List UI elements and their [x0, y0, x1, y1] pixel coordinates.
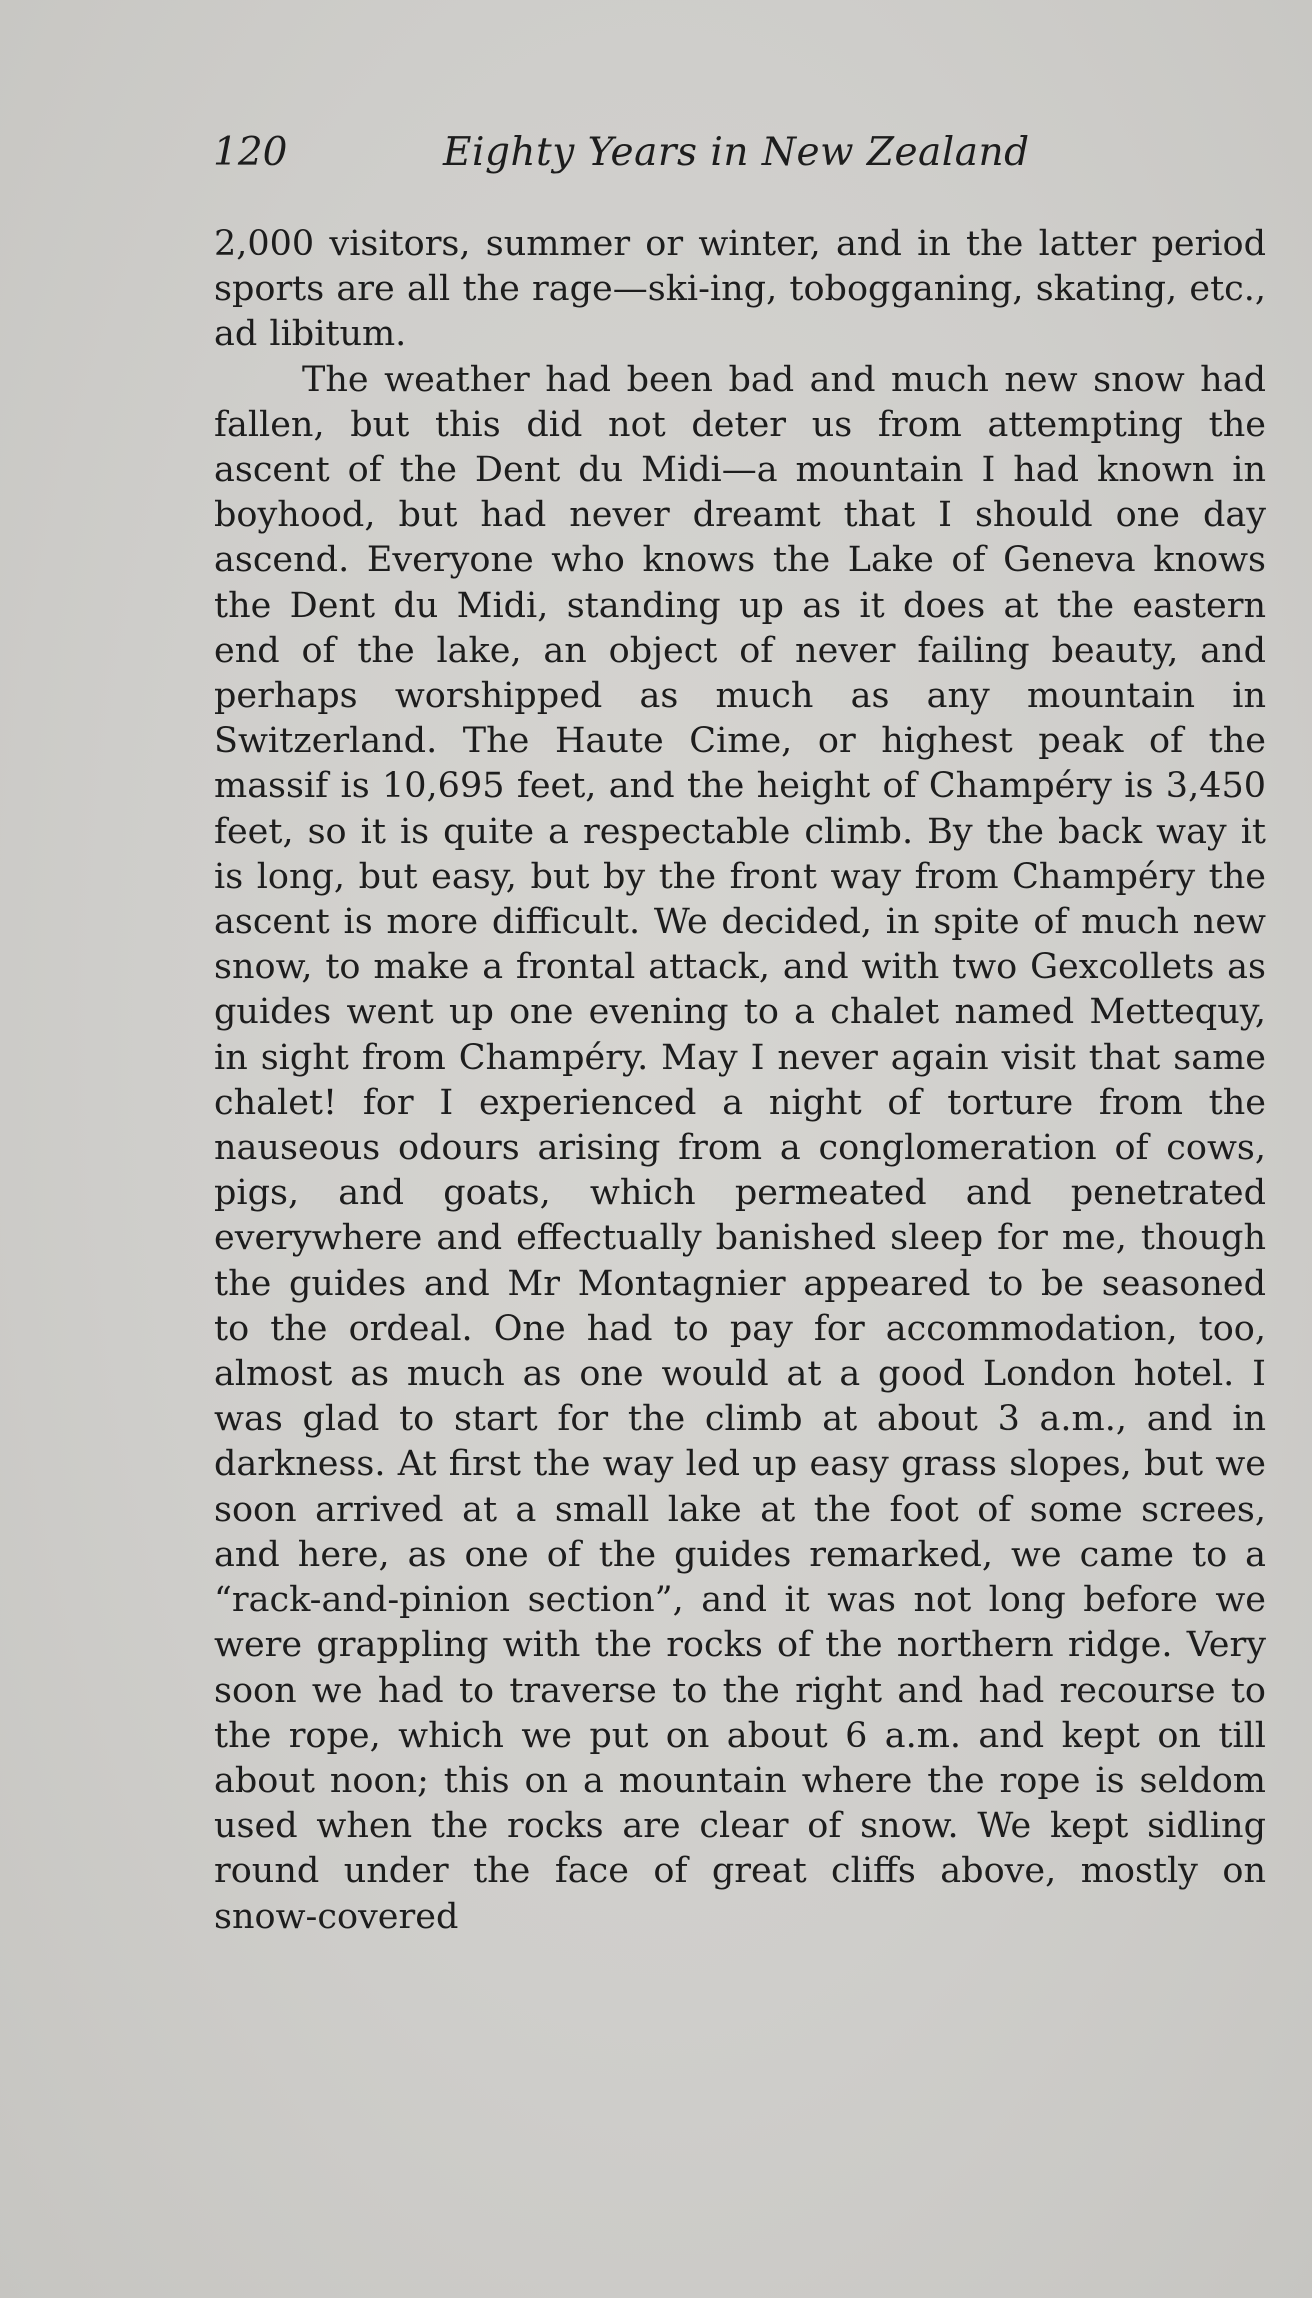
running-title: Eighty Years in New Zealand: [443, 130, 1030, 175]
page-number: 120: [213, 130, 288, 175]
paragraph-continuation: 2,000 visitors, summer or winter, and in the latter period sports are all the rage—ski-ing, tobogganing, skating, etc., ad libitum.: [214, 224, 1266, 355]
body-text: [214, 222, 1266, 1940]
running-head: [213, 128, 1033, 178]
paragraph-dent-du-midi: The weather had been bad and much new snow had fallen, but this did not deter us from attempting the ascent of the Dent du Midi—a mountain I had known in boyhood, but had never dreamt that I should one day ascend. Everyone who knows the Lake of Geneva knows the Dent du Midi, standing up as it does at the eastern end of the lake, an object of never failing beauty, and perhaps worshipped as much as any mountain in Switzerland. The Haute Cime, or highest peak of the massif is 10,695 feet, and the height of Champéry is 3,450 feet, so it is quite a respectable climb. By the back way it is long, but easy, but by the front way from Champéry the ascent is more difficult. We decided, in spite of much new snow, to make a frontal attack, and with two Gexcollets as guides went up one evening to a chalet named Mettequy, in sight from Champéry. May I never again visit that same chalet! for I experienced a night of torture from the nauseous odours arising from a conglomeration of cows, pigs, and goats, which permeated and penetrated everywhere and effectually banished sleep for me, though the guides and Mr Montagnier appeared to be seasoned to the ordeal. One had to pay for accommodation, too, almost as much as one would at a good London hotel. I was glad to start for the climb at about 3 a.m., and in darkness. At first the way led up easy grass slopes, but we soon arrived at a small lake at the foot of some screes, and here, as one of the guides remarked, we came to a “rack-and-pinion section”, and it was not long before we were grappling with the rocks of the northern ridge. Very soon we had to traverse to the right and had recourse to the rope, which we put on about 6 a.m. and kept on till about noon; this on a mountain where the rope is seldom used when the rocks are clear of snow. We kept sidling round under the face of great cliffs above, mostly on snow-covered: [214, 359, 1266, 1937]
